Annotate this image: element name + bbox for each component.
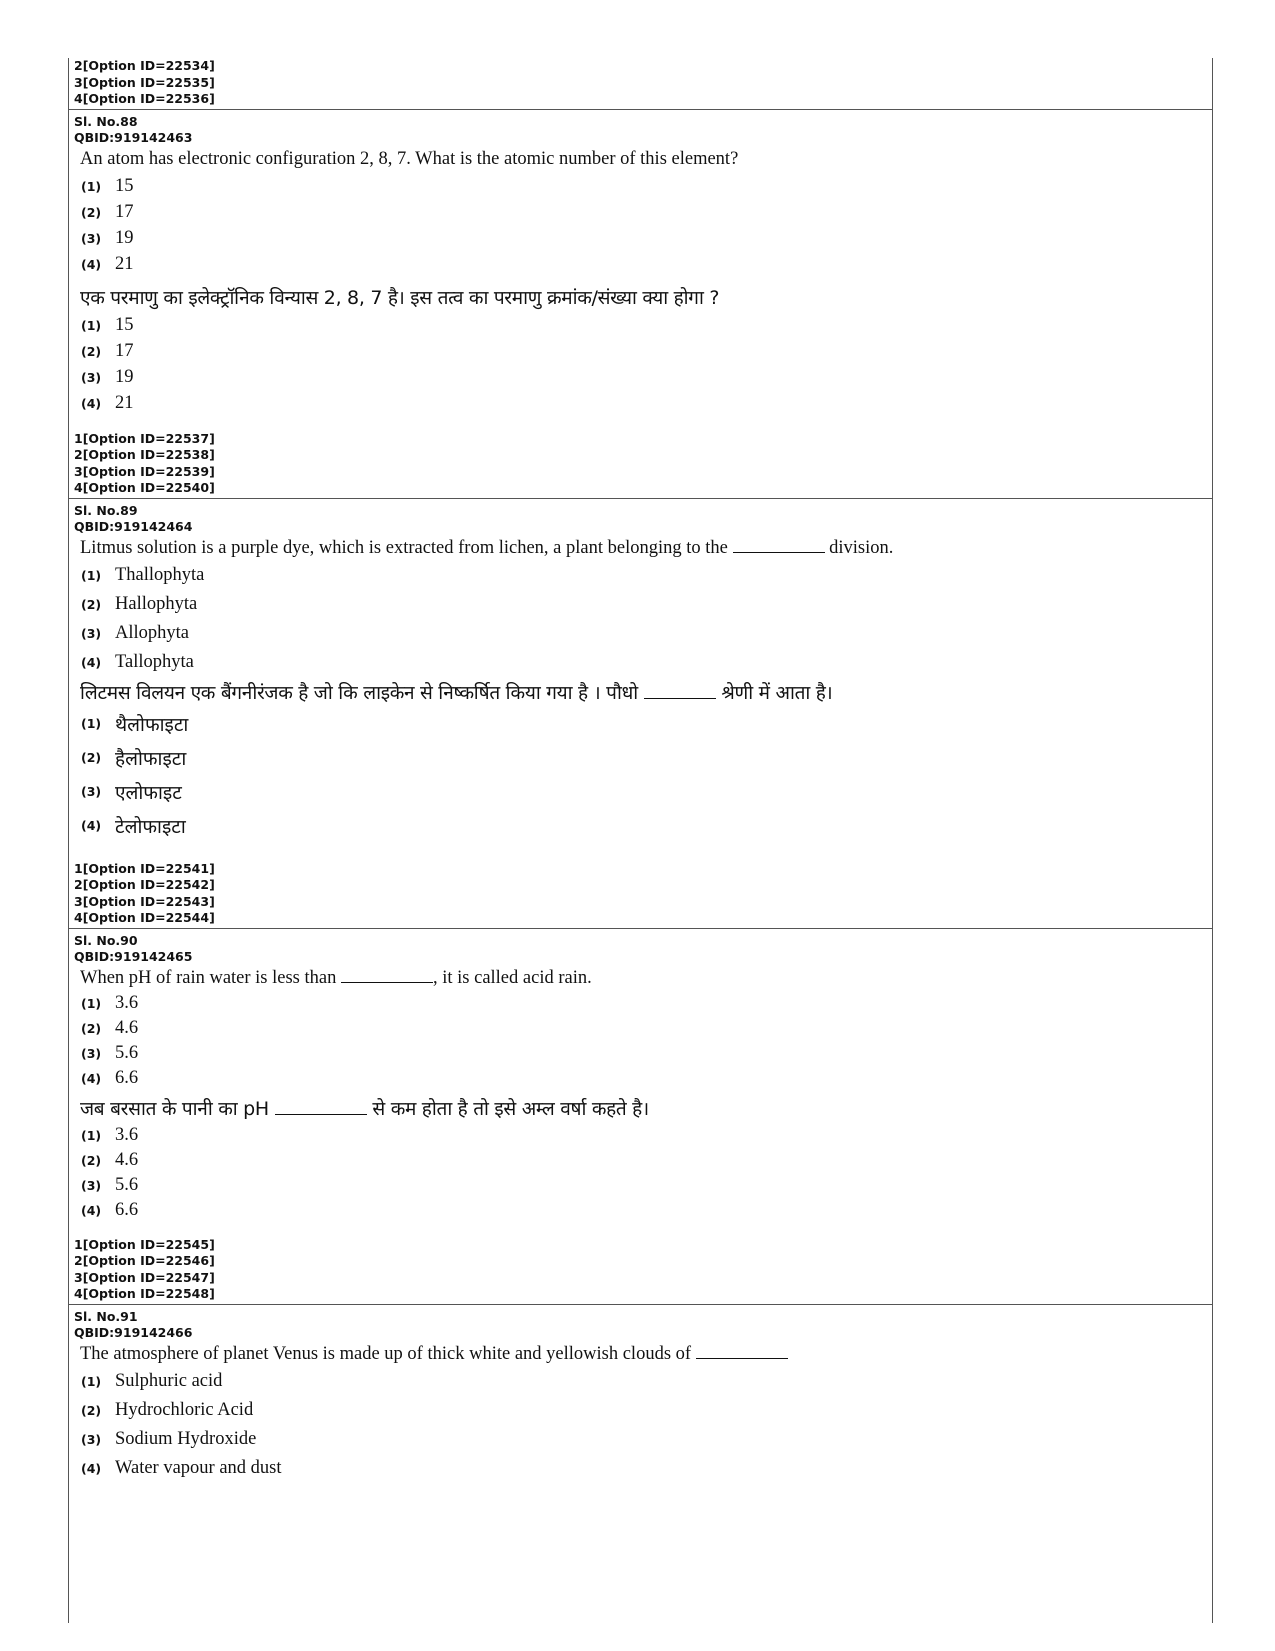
question-text-part: श्रेणी में आता है। <box>721 681 833 704</box>
question-88 <box>69 110 1212 417</box>
answer-blank <box>644 698 716 699</box>
option-label: (1) <box>81 179 102 194</box>
option-text: एलोफाइट <box>115 781 182 804</box>
option-item <box>81 391 1212 417</box>
question-text-part: Litmus solution is a purple dye, which is extracted from lichen, a plant belonging to the <box>80 537 728 558</box>
question-text-part: लिटमस विलयन एक बैंगनीरंजक है जो कि लाइकेन से निष्कर्षित किया गया है । पौधो <box>80 681 638 704</box>
option-label: (3) <box>81 625 102 641</box>
option-id: 4[Option ID=22536] <box>74 91 215 106</box>
serial-number: Sl. No.91 <box>74 1308 138 1324</box>
option-item <box>81 226 1212 252</box>
option-id: 1[Option ID=22537] <box>74 430 215 446</box>
option-label: (1) <box>81 1373 102 1389</box>
option-label: (2) <box>81 344 102 359</box>
option-list-english <box>74 1367 1212 1483</box>
option-id-list <box>69 58 1212 108</box>
option-item <box>81 1123 1212 1148</box>
option-item <box>81 991 1212 1016</box>
question-text-english <box>80 967 1212 989</box>
option-item <box>81 1041 1212 1066</box>
option-item <box>81 619 1212 648</box>
serial-number: Sl. No.89 <box>74 502 138 518</box>
question-text-hindi: एक परमाणु का इलेक्ट्रॉनिक विन्यास 2, 8, 7 है। इस तत्व का परमाणु क्रमांक/संख्या क्या होगा ? <box>80 286 720 309</box>
option-item <box>81 561 1212 590</box>
option-list-english <box>74 561 1212 677</box>
option-list-english <box>74 174 1212 278</box>
option-id: 2[Option ID=22534] <box>74 58 215 73</box>
option-list-hindi <box>74 313 1212 417</box>
option-item <box>81 1367 1212 1396</box>
option-label: (3) <box>81 1177 102 1193</box>
option-text: Sulphuric acid <box>115 1370 223 1391</box>
option-item <box>81 1173 1212 1198</box>
option-item <box>81 365 1212 391</box>
option-text: Sodium Hydroxide <box>115 1428 257 1449</box>
option-label: (1) <box>81 318 102 333</box>
option-label: (4) <box>81 654 102 670</box>
option-text: Hydrochloric Acid <box>115 1399 254 1420</box>
option-id: 2[Option ID=22538] <box>74 447 215 462</box>
option-id: 4[Option ID=22540] <box>74 480 215 495</box>
option-text: 19 <box>115 367 134 387</box>
answer-blank <box>341 982 433 983</box>
option-list-hindi <box>74 707 1212 843</box>
question-text-part: The atmosphere of planet Venus is made up of thick white and yellowish clouds of <box>80 1343 692 1364</box>
question-paper-page <box>68 58 1213 1623</box>
option-id: 4[Option ID=22548] <box>74 1286 215 1301</box>
option-id: 4[Option ID=22544] <box>74 910 215 925</box>
option-item <box>81 1066 1212 1091</box>
question-91 <box>69 1305 1212 1483</box>
option-label: (1) <box>81 567 102 583</box>
question-90 <box>69 929 1212 1223</box>
option-id: 2[Option ID=22542] <box>74 877 215 892</box>
option-item <box>81 775 1212 809</box>
option-text: 19 <box>115 228 134 248</box>
option-item <box>81 707 1212 741</box>
option-label: (3) <box>81 1045 102 1061</box>
answer-blank <box>733 552 825 553</box>
option-item <box>81 741 1212 775</box>
option-item <box>81 1396 1212 1425</box>
option-item <box>81 590 1212 619</box>
option-label: (1) <box>81 716 102 731</box>
option-label: (4) <box>81 257 102 272</box>
option-item <box>81 252 1212 278</box>
qbid: QBID:919142465 <box>74 948 193 964</box>
option-text: 5.6 <box>115 1174 139 1195</box>
option-label: (1) <box>81 995 102 1011</box>
option-text: टेलोफाइटा <box>115 815 186 838</box>
question-text-part: division. <box>829 537 894 558</box>
option-id-list <box>69 431 1212 497</box>
option-text: Tallophyta <box>115 651 194 672</box>
option-item <box>81 1148 1212 1173</box>
option-id: 3[Option ID=22539] <box>74 463 215 479</box>
option-item <box>81 339 1212 365</box>
option-list-hindi <box>74 1123 1212 1223</box>
option-item <box>81 648 1212 677</box>
option-label: (3) <box>81 1431 102 1447</box>
option-label: (3) <box>81 231 102 246</box>
question-text-english <box>80 537 1212 559</box>
option-text: 21 <box>115 393 134 413</box>
serial-number: Sl. No.90 <box>74 932 138 948</box>
question-text-english <box>80 1343 1212 1365</box>
option-text: 17 <box>115 341 134 361</box>
option-text: थैलोफाइटा <box>115 713 189 736</box>
option-label: (4) <box>81 1070 102 1086</box>
option-text: 15 <box>115 315 134 335</box>
option-item <box>81 1198 1212 1223</box>
option-text: 4.6 <box>115 1149 139 1170</box>
option-text: 3.6 <box>115 992 139 1013</box>
option-label: (2) <box>81 205 102 220</box>
option-id: 3[Option ID=22547] <box>74 1269 215 1285</box>
option-text: 6.6 <box>115 1199 139 1220</box>
option-text: हैलोफाइटा <box>115 747 187 770</box>
question-text-part: जब बरसात के पानी का pH <box>80 1097 269 1120</box>
answer-blank <box>275 1114 367 1115</box>
qbid: QBID:919142464 <box>74 518 193 534</box>
option-text: 6.6 <box>115 1067 139 1088</box>
option-text: 15 <box>115 176 134 196</box>
question-89 <box>69 499 1212 843</box>
answer-blank <box>696 1358 788 1359</box>
option-label: (4) <box>81 1202 102 1218</box>
option-item <box>81 200 1212 226</box>
option-text: Allophyta <box>115 622 189 643</box>
question-text-hindi <box>80 1097 1212 1121</box>
qbid: QBID:919142466 <box>74 1324 193 1340</box>
question-text-part: , it is called acid rain. <box>432 967 592 988</box>
qbid: QBID:919142463 <box>74 129 193 145</box>
question-text-english: An atom has electronic configuration 2, 8, 7. What is the atomic number of this element? <box>80 148 739 169</box>
serial-number: Sl. No.88 <box>74 113 138 129</box>
option-id: 3[Option ID=22535] <box>74 74 215 90</box>
option-label: (3) <box>81 370 102 385</box>
option-text: 4.6 <box>115 1017 139 1038</box>
option-id: 1[Option ID=22545] <box>74 1236 215 1252</box>
option-label: (2) <box>81 596 102 612</box>
option-item <box>81 1454 1212 1483</box>
option-text: 3.6 <box>115 1124 139 1145</box>
option-text: 21 <box>115 254 134 274</box>
question-text-hindi <box>80 681 1212 705</box>
option-id: 3[Option ID=22543] <box>74 893 215 909</box>
option-label: (4) <box>81 818 102 833</box>
option-text: 5.6 <box>115 1042 139 1063</box>
question-text-part: से कम होता है तो इसे अम्ल वर्षा कहते है। <box>372 1097 649 1120</box>
option-label: (4) <box>81 1460 102 1476</box>
option-item <box>81 1016 1212 1041</box>
option-text: 17 <box>115 202 134 222</box>
option-item <box>81 174 1212 200</box>
option-text: Thallophyta <box>115 564 205 585</box>
option-label: (2) <box>81 1402 102 1418</box>
option-item <box>81 313 1212 339</box>
option-id-list <box>69 1237 1212 1303</box>
option-item <box>81 1425 1212 1454</box>
option-label: (2) <box>81 1020 102 1036</box>
option-id: 2[Option ID=22546] <box>74 1253 215 1268</box>
option-label: (2) <box>81 750 102 765</box>
option-label: (2) <box>81 1152 102 1168</box>
option-text: Water vapour and dust <box>115 1457 282 1478</box>
option-label: (3) <box>81 784 102 799</box>
option-item <box>81 809 1212 843</box>
option-id: 1[Option ID=22541] <box>74 860 215 876</box>
question-text-part: When pH of rain water is less than <box>80 967 337 988</box>
option-text: Hallophyta <box>115 593 198 614</box>
option-label: (4) <box>81 396 102 411</box>
option-label: (1) <box>81 1127 102 1143</box>
option-list-english <box>74 991 1212 1091</box>
option-id-list <box>69 861 1212 927</box>
